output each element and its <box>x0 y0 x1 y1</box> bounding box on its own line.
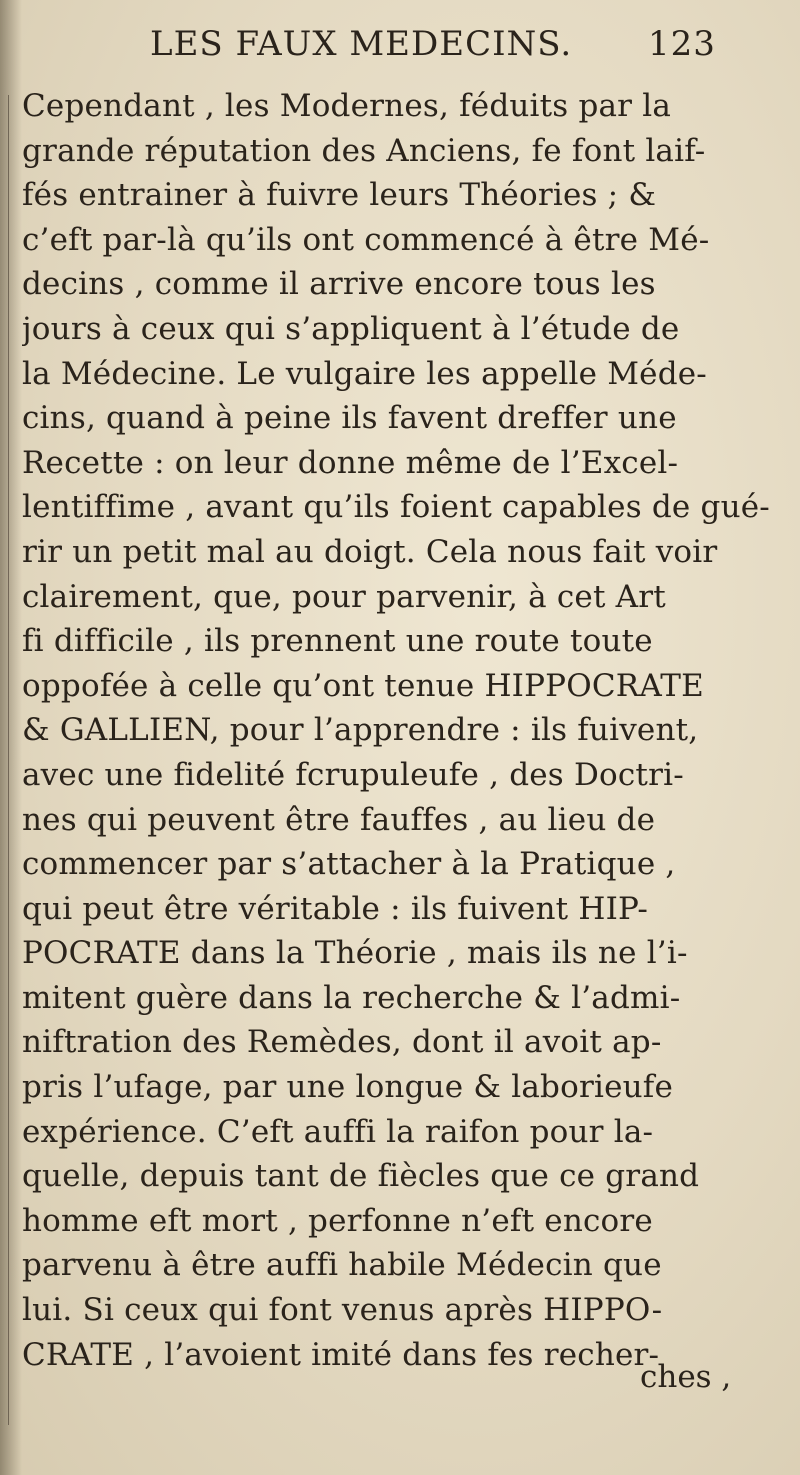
text-line: qui peut être véritable : ils fuivent HIP- <box>22 890 649 927</box>
text-line: c’eft par-là qu’ils ont commencé à être Mé- <box>22 221 710 258</box>
text-line: rir un petit mal au doigt. Cela nous fait voir <box>22 533 718 570</box>
text-line: parvenu à être auffi habile Médecin que <box>22 1247 662 1284</box>
text-line: clairement, que, pour parvenir, à cet Art <box>22 578 666 615</box>
text-line: Cependant , les Modernes, féduits par la <box>22 88 672 124</box>
text-line: nes qui peuvent être fauffes , au lieu de <box>22 801 656 838</box>
running-title: LES FAUX MEDECINS. <box>150 24 573 64</box>
text-line: expérience. C’eft auffi la raifon pour la- <box>22 1113 654 1150</box>
body-text <box>22 84 790 1377</box>
text-line: oppofée à celle qu’ont tenue HIPPOCRATE <box>22 667 704 704</box>
text-line: cins, quand à peine ils favent dreffer une <box>22 400 677 437</box>
page-number: 123 <box>648 24 716 64</box>
text-line: grande réputation des Anciens, fe font laif- <box>22 132 706 169</box>
text-line: pris l’ufage, par une longue & laborieufe <box>22 1069 674 1106</box>
text-line: lentiffime , avant qu’ils foient capables de gué- <box>22 489 770 526</box>
gutter-rule <box>8 95 9 1425</box>
text-line: POCRATE dans la Théorie , mais ils ne l’i- <box>22 935 688 972</box>
text-line: commencer par s’attacher à la Pratique , <box>22 846 676 883</box>
text-line: jours à ceux qui s’appliquent à l’étude de <box>22 310 680 347</box>
text-line: & GALLIEN, pour l’apprendre : ils fuivent, <box>22 712 699 749</box>
text-line: fi difficile , ils prennent une route toute <box>22 623 653 660</box>
text-line: avec une fidelité fcrupuleufe , des Doctri- <box>22 756 684 793</box>
catchword: ches , <box>640 1359 732 1395</box>
text-line: niftration des Remèdes, dont il avoit ap- <box>22 1024 662 1061</box>
text-line: la Médecine. Le vulgaire les appelle Méde- <box>22 355 707 392</box>
text-line: fés entrainer à fuivre leurs Théories ; & <box>22 177 657 214</box>
text-line: quelle, depuis tant de fiècles que ce grand <box>22 1158 700 1195</box>
text-line: decins , comme il arrive encore tous les <box>22 266 656 303</box>
text-line: Recette : on leur donne même de l’Excel- <box>22 444 679 481</box>
gutter-shadow <box>0 0 22 1475</box>
page-header <box>150 14 790 74</box>
text-line: lui. Si ceux qui font venus après HIPPO- <box>22 1292 663 1329</box>
text-line: mitent guère dans la recherche & l’admi- <box>22 979 681 1016</box>
text-line: CRATE , l’avoient imité dans fes recher- <box>22 1336 660 1373</box>
text-line: homme eft mort , perfonne n’eft encore <box>22 1202 653 1239</box>
